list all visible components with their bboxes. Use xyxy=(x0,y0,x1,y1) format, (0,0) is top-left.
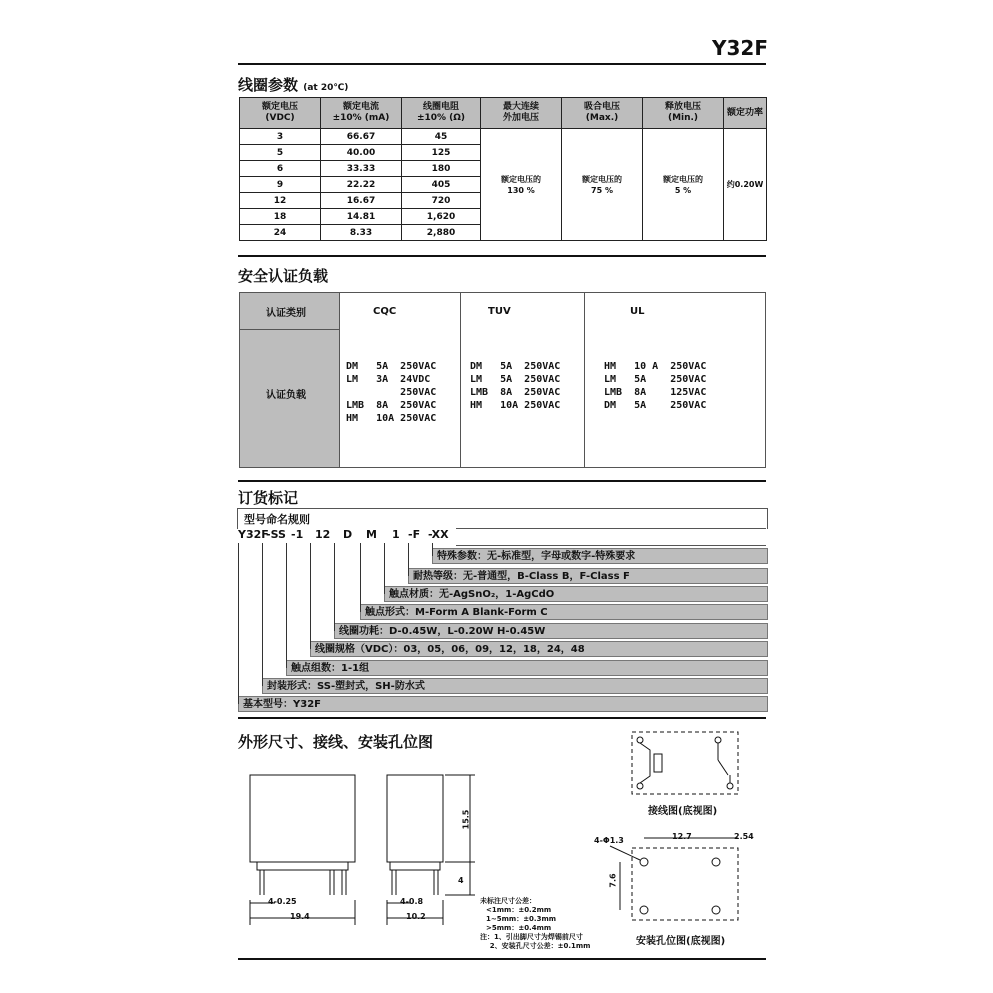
cell-voltage: 5 xyxy=(240,145,321,161)
hole-height-label: 7.6 xyxy=(608,873,618,888)
cell-current: 66.67 xyxy=(321,129,402,145)
cell-voltage: 12 xyxy=(240,193,321,209)
connector xyxy=(262,543,263,686)
cell-voltage: 9 xyxy=(240,177,321,193)
cert-col-ul: UL xyxy=(630,306,645,317)
code-coil-voltage: 12 xyxy=(315,528,331,541)
coil-header-cell xyxy=(321,98,402,129)
cell-current: 14.81 xyxy=(321,209,402,225)
cell-release xyxy=(643,129,724,241)
tolerance-notes xyxy=(480,897,590,951)
code-insulation: -F xyxy=(408,528,421,541)
note-line: 注：1、引出脚尺寸为焊锡前尺寸 xyxy=(480,933,583,941)
cert-section-title: 安全认证负载 xyxy=(238,267,329,285)
cell-resistance: 125 xyxy=(402,145,481,161)
note-line: 1~5mm：±0.3mm xyxy=(486,915,557,923)
code-special: -XX xyxy=(428,528,449,541)
hdr-rated-current: 额定电流 ±10% (mA) xyxy=(332,102,390,123)
front-view xyxy=(250,775,355,925)
coil-header-cell xyxy=(481,98,562,129)
front-width-label: 19.4 xyxy=(290,912,310,921)
connector xyxy=(384,543,385,594)
wiring-diagram xyxy=(632,732,738,794)
field-coil-power: 线圈功耗：D-0.45W，L-0.20W H-0.45W xyxy=(334,623,768,639)
cert-loads-cqc: DM 5A 250VAC LM 3A 24VDC 250VAC LMB 8A 250VAC HM 10A 250VAC xyxy=(346,361,437,424)
cell-voltage: 18 xyxy=(240,209,321,225)
field-package: 封装形式：SS-塑封式，SH-防水式 xyxy=(262,678,768,694)
side-width-label: 10.2 xyxy=(406,912,426,921)
hdr-max-voltage: 最大连续 外加电压 xyxy=(502,102,539,123)
coil-section-title xyxy=(238,74,348,95)
coil-header-cell xyxy=(724,98,767,129)
cell-resistance: 1,620 xyxy=(402,209,481,225)
release-text: 额定电压的 5 % xyxy=(663,174,703,195)
naming-label: 型号命名规则 xyxy=(244,513,310,526)
footer-rule xyxy=(238,958,766,960)
field-base-model: 基本型号：Y32F xyxy=(238,696,768,712)
coil-title: 线圈参数 xyxy=(238,76,299,94)
pickup-text: 额定电压的 75 % xyxy=(582,174,622,195)
hole-edge-label: 2.54 xyxy=(734,832,754,841)
connector xyxy=(360,543,361,612)
connector xyxy=(310,543,311,649)
power-text: 约0.20W xyxy=(726,180,764,189)
cell-voltage: 6 xyxy=(240,161,321,177)
cert-col-cqc: CQC xyxy=(373,306,397,317)
field-special: 特殊参数：无-标准型，字母或数字-特殊要求 xyxy=(432,548,768,564)
cert-load-label: 认证负载 xyxy=(266,390,306,401)
hole-layout xyxy=(610,838,738,920)
pin-length-label: 4 xyxy=(458,876,464,885)
coil-header-cell xyxy=(643,98,724,129)
cell-current: 40.00 xyxy=(321,145,402,161)
model-title: Y32F xyxy=(712,36,768,60)
cert-type-label-cell xyxy=(240,293,340,330)
connector xyxy=(408,543,409,576)
code-coil-power: D xyxy=(343,528,353,541)
connector xyxy=(334,543,335,631)
cert-loads-ul: HM 10 A 250VAC LM 5A 250VAC LMB 8A 125VAC DM 5A 250VAC xyxy=(604,361,707,411)
cell-current: 8.33 xyxy=(321,225,402,241)
coil-header-row xyxy=(240,98,767,129)
cell-resistance: 720 xyxy=(402,193,481,209)
hole-width-label: 12.7 xyxy=(672,832,692,841)
front-pin-label: 4-0.25 xyxy=(268,897,297,906)
connector xyxy=(238,543,239,704)
naming-box xyxy=(237,508,768,529)
code-base: Y32F xyxy=(238,528,269,541)
order-rule xyxy=(238,480,766,482)
cell-current: 16.67 xyxy=(321,193,402,209)
code-contact-material: 1 xyxy=(392,528,400,541)
order-section-title: 订货标记 xyxy=(238,489,299,507)
hole-dia-label: 4-Φ1.3 xyxy=(594,836,624,845)
code-package: -SS xyxy=(266,528,286,541)
height-label: 15.5 xyxy=(461,809,471,830)
cell-resistance: 2,880 xyxy=(402,225,481,241)
wiring-caption: 接线图(底视图) xyxy=(648,806,718,817)
note-line: >5mm：±0.4mm xyxy=(486,924,552,932)
cert-load-label-cell xyxy=(240,330,340,467)
dims-rule xyxy=(238,717,766,719)
hdr-rated-voltage: 额定电压 (VDC) xyxy=(261,102,298,123)
table-row xyxy=(240,129,767,145)
cell-max-voltage xyxy=(481,129,562,241)
cell-resistance: 405 xyxy=(402,177,481,193)
cell-pickup xyxy=(562,129,643,241)
coil-title-note: (at 20℃) xyxy=(303,83,349,93)
cell-voltage: 3 xyxy=(240,129,321,145)
field-coil-voltage: 线圈规格（VDC）：03，05，06，09，12，18，24，48 xyxy=(310,641,768,657)
coil-header-cell xyxy=(402,98,481,129)
code-contact-count: -1 xyxy=(291,528,304,541)
side-pin-label: 4-0.8 xyxy=(400,897,424,906)
coil-header-cell xyxy=(240,98,321,129)
hdr-coil-resistance: 线圈电阻 ±10% (Ω) xyxy=(416,102,466,123)
cell-current: 33.33 xyxy=(321,161,402,177)
coil-parameter-table xyxy=(239,97,767,241)
note-line: <1mm：±0.2mm xyxy=(486,906,552,914)
code-row-box xyxy=(456,528,766,546)
cert-table xyxy=(239,292,766,468)
cert-loads-tuv: DM 5A 250VAC LM 5A 250VAC LMB 8A 250VAC HM 10A 250VAC xyxy=(470,361,561,411)
header-rule xyxy=(238,63,766,65)
coil-header-cell xyxy=(562,98,643,129)
cert-col-tuv: TUV xyxy=(488,306,511,317)
cert-divider xyxy=(584,293,585,467)
max-voltage-text: 额定电压的 130 % xyxy=(501,174,541,195)
cell-power xyxy=(724,129,767,241)
dims-section-title: 外形尺寸、接线、安装孔位图 xyxy=(238,733,434,751)
field-contact-count: 触点组数：1-1组 xyxy=(286,660,768,676)
note-line: 2、安装孔尺寸公差：±0.1mm xyxy=(480,942,591,950)
connector xyxy=(286,543,287,668)
cert-divider xyxy=(460,293,461,467)
connector xyxy=(432,543,433,556)
cert-rule xyxy=(238,255,766,257)
note-line: 未标注尺寸公差： xyxy=(480,897,536,905)
hole-caption: 安装孔位图(底视图) xyxy=(636,936,726,947)
cell-voltage: 24 xyxy=(240,225,321,241)
field-contact-form: 触点形式：M-Form A Blank-Form C xyxy=(360,604,768,620)
hdr-pickup: 吸合电压 (Max.) xyxy=(583,102,620,123)
cert-type-label: 认证类别 xyxy=(266,308,306,319)
hdr-power: 额定功率 xyxy=(726,107,763,118)
code-contact-form: M xyxy=(366,528,377,541)
field-insulation: 耐热等级：无-普通型，B-Class B，F-Class F xyxy=(408,568,768,584)
field-contact-material: 触点材质：无-AgSnO₂，1-AgCdO xyxy=(384,586,768,602)
cell-current: 22.22 xyxy=(321,177,402,193)
cell-resistance: 180 xyxy=(402,161,481,177)
hdr-release: 释放电压 (Min.) xyxy=(664,102,701,123)
cell-resistance: 45 xyxy=(402,129,481,145)
